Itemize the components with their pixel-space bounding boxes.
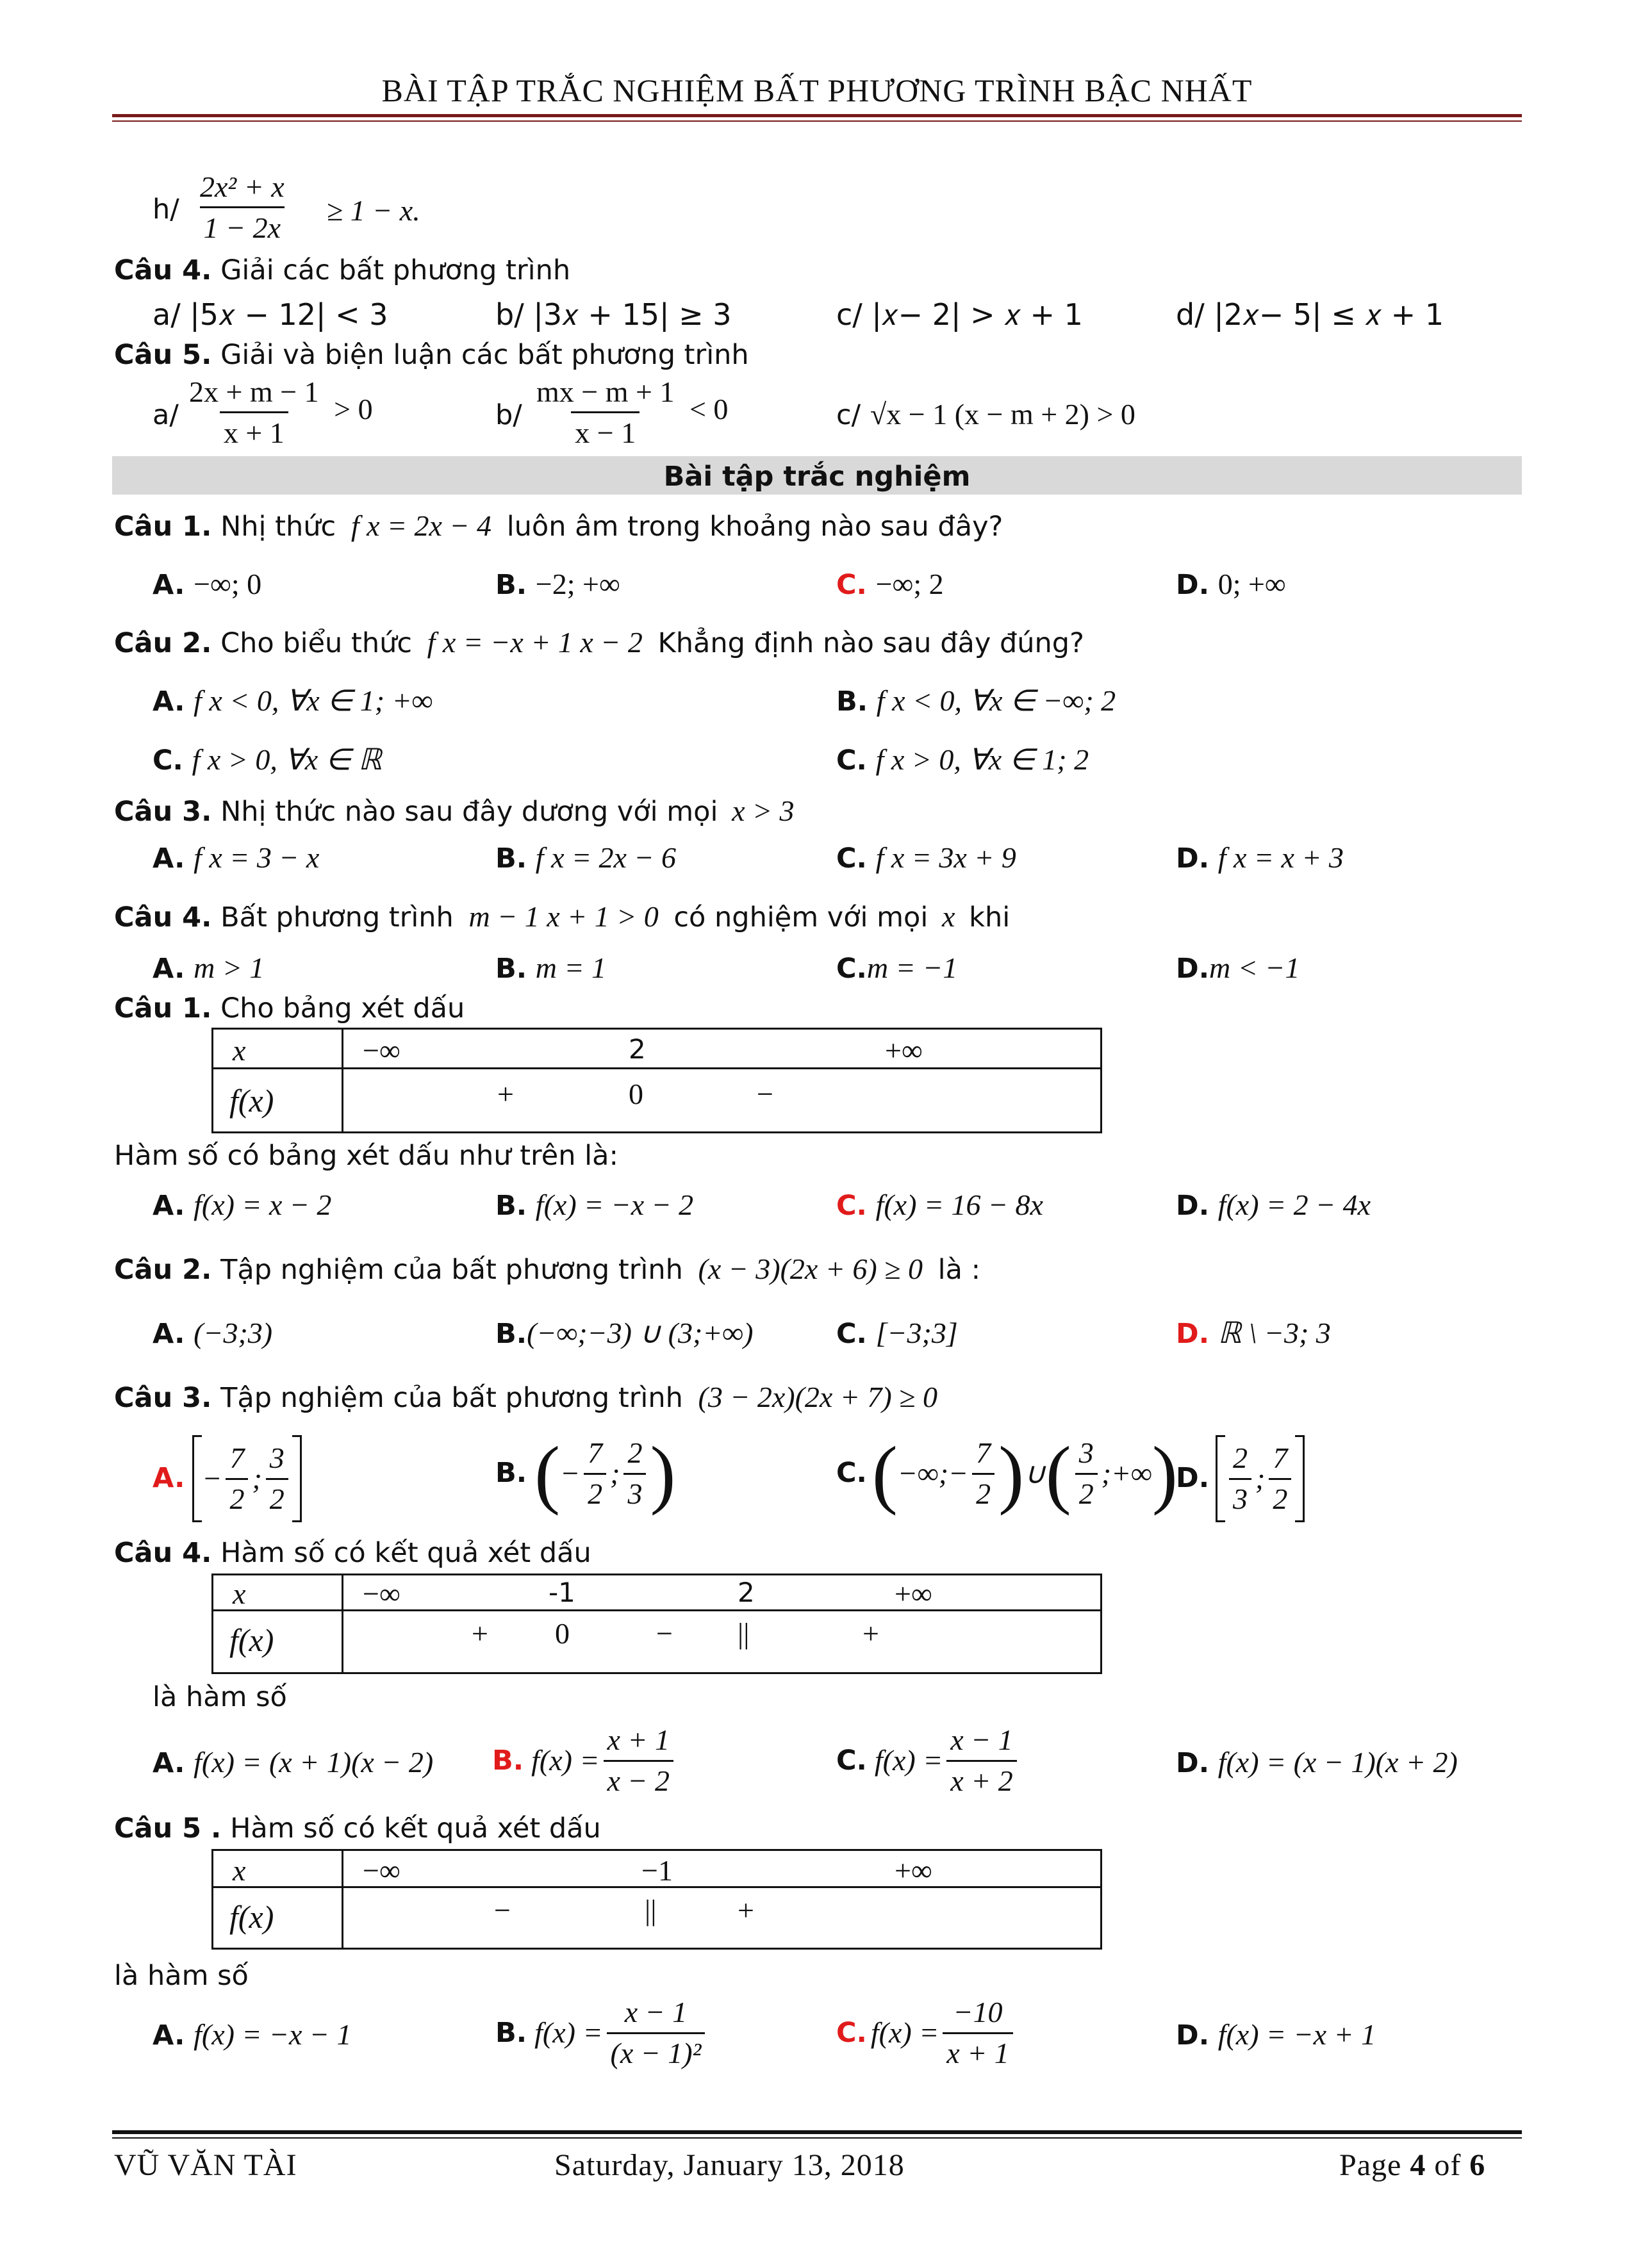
header-rule-thick [112,114,1522,117]
q4-option-d[interactable]: D.m < −1 [1176,951,1300,985]
footer-page-number: Page 4 of 6 [1339,2148,1486,2182]
q3-expr: x > 3 [732,794,795,827]
q4-label: Câu 4. [114,901,212,933]
q4-option-a[interactable]: A. m > 1 [153,951,265,985]
header-rule-thin [112,120,1522,122]
r5-option-c[interactable]: C. f(x) = $\frac{-10}{x + 1}$ [836,1996,1017,2071]
q1-stem [114,509,1003,543]
cau5-a-rhs: > 0 [334,393,373,426]
section-title: Bài tập trắc nghiệm [663,461,971,493]
q2-label: Câu 2. [114,627,212,659]
q4-post: khi [969,901,1011,933]
cau5-a-den: x + 1 [220,411,288,450]
r4-option-b[interactable]: B. f(x) = $\frac{x + 1}{x - 2}$ [492,1723,677,1798]
footer-author: VŨ VĂN TÀI [114,2148,297,2182]
q1-option-c[interactable]: C. −∞; 2 [836,568,944,601]
r4-option-c[interactable]: C. f(x) = $\frac{x - 1}{x + 2}$ [836,1723,1021,1798]
r3-option-b[interactable]: B. ( − $\frac{7}{2}$ ; $\frac{2}{3}$ ) [495,1431,676,1516]
cau5-b-den: x − 1 [571,411,640,450]
r1-after: Hàm số có bảng xét dấu như trên là: [114,1140,618,1172]
cau5-a-fraction [181,375,373,450]
q3-option-b[interactable]: B. f x = 2x − 6 [495,841,676,875]
exercise-h-prefix: h/ [153,193,179,226]
r3-stem: Câu 3. Tập nghiệm của bất phương trình (3 − 2x)(2x + 7) ≥ 0 [114,1381,937,1414]
r5-sign-table: x −∞ −1 +∞ f(x) − || + [211,1849,1102,1950]
exercise-h-rhs: ≥ 1 − x. [327,194,420,227]
r4-sign-table: x −∞ -1 2 +∞ f(x) + 0 − || + [211,1574,1102,1674]
cau4-text: Giải các bất phương trình [220,254,571,286]
r5-option-d[interactable]: D. f(x) = −x + 1 [1176,2018,1376,2051]
q2-option-c[interactable]: C. f x > 0, ∀x ∈ ℝ [153,743,382,777]
q4-pre: Bất phương trình [220,901,454,933]
exercise-h-denominator: 1 − 2x [200,206,285,245]
q3-option-d[interactable]: D. f x = x + 3 [1176,841,1344,875]
cau5-heading [114,340,749,371]
q2-option-d[interactable]: C. f x > 0, ∀x ∈ 1; 2 [836,743,1089,777]
q4-option-b[interactable]: B. m = 1 [495,951,607,985]
q2-option-b[interactable]: B. f x < 0, ∀x ∈ −∞; 2 [836,684,1116,718]
r4-after: là hàm số [153,1681,287,1713]
r4-option-a[interactable]: A. f(x) = (x + 1)(x − 2) [153,1746,434,1779]
footer-rule-thin [112,2137,1522,2139]
r1-option-a[interactable]: A. f(x) = x − 2 [153,1188,332,1222]
q1-label: Câu 1. [114,511,212,543]
r1-option-c[interactable]: C. f(x) = 16 − 8x [836,1188,1043,1222]
q2-post: Khẳng định nào sau đây đúng? [657,627,1084,659]
cau4-item-d: d/ |2𝑥− 5| ≤ 𝑥 + 1 [1176,297,1444,332]
r1-sign-table: x −∞ 2 +∞ f(x) + 0 − [211,1028,1102,1133]
r3-option-a[interactable]: A. − $\frac{7}{2}$ ; $\frac{3}{2}$ [153,1435,302,1522]
exercise-h-fraction [192,170,292,245]
q4-option-c[interactable]: C.m = −1 [836,951,958,985]
cau5-b-rhs: < 0 [689,393,729,426]
cau4-heading [114,255,570,286]
q3-option-c[interactable]: C. f x = 3x + 9 [836,841,1016,875]
r1-option-d[interactable]: D. f(x) = 2 − 4x [1176,1188,1371,1222]
r4-option-d[interactable]: D. f(x) = (x − 1)(x + 2) [1176,1746,1458,1779]
q4-stem [114,900,1010,934]
q1-option-a[interactable]: A. −∞; 0 [153,568,262,601]
r3-option-c[interactable]: C. ( −∞; − $\frac{7}{2}$ ) ∪ ( $\frac{3}{2}$ ;+∞ ) [836,1431,1178,1516]
q1-option-b[interactable]: B. −2; +∞ [495,568,620,601]
q1-expr: f x = 2x − 4 [351,509,492,542]
r5-stem: Câu 5 . Hàm số có kết quả xét dấu [114,1812,601,1845]
q3-pre: Nhị thức nào sau đây dương với mọi [220,796,718,828]
q3-label: Câu 3. [114,796,212,828]
exercise-h-numerator: 2x² + x [200,170,285,203]
r1-stem: Câu 1. Cho bảng xét dấu [114,992,465,1024]
cau5-b-fraction [529,375,728,450]
q2-pre: Cho biểu thức [220,627,412,659]
footer-rule-thick [112,2130,1522,2134]
q2-option-a[interactable]: A. f x < 0, ∀x ∈ 1; +∞ [153,684,433,718]
page-header-title: BÀI TẬP TRẮC NGHIỆM BẤT PHƯƠNG TRÌNH BẬC NHẤT [381,72,1253,108]
cau5-b-num: mx − m + 1 [536,375,675,408]
cau5-a-prefix: a/ [153,399,179,431]
footer-date: Saturday, January 13, 2018 [554,2148,905,2182]
q4-var: x [941,900,955,933]
r2-option-a[interactable]: A. (−3;3) [153,1317,273,1350]
cau4-label: Câu 4. [114,254,212,286]
r5-after: là hàm số [114,1960,249,1992]
r1-option-b[interactable]: B. f(x) = −x − 2 [495,1188,694,1222]
q3-stem [114,794,795,828]
q2-expr: f x = −x + 1 x − 2 [427,626,643,659]
cau4-item-c: c/ |𝑥− 2| > 𝑥 + 1 [836,297,1083,332]
q1-pre: Nhị thức [220,511,336,543]
cau5-c-prefix: c/ [836,399,861,431]
cau5-text: Giải và biện luận các bất phương trình [220,339,749,371]
q3-option-a[interactable]: A. f x = 3 − x [153,841,320,875]
r4-stem: Câu 4. Hàm số có kết quả xét dấu [114,1537,591,1569]
cau5-a-num: 2x + m − 1 [189,375,319,408]
q4-expr: m − 1 x + 1 > 0 [468,900,659,933]
r2-option-c[interactable]: C. [−3;3] [836,1317,958,1350]
r2-option-b[interactable]: B.(−∞;−3) ∪ (3;+∞) [495,1317,754,1350]
r3-option-d[interactable]: D. $\frac{2}{3}$ ; $\frac{7}{2}$ [1176,1435,1305,1522]
r2-option-d[interactable]: D. ℝ \ −3; 3 [1176,1317,1331,1350]
cau5-label: Câu 5. [114,339,212,371]
q2-stem [114,626,1084,660]
cau4-item-b: b/ |3𝑥 + 15| ≥ 3 [495,297,732,332]
q4-mid: có nghiệm với mọi [673,901,928,933]
r5-option-a[interactable]: A. f(x) = −x − 1 [153,2018,352,2051]
q1-post: luôn âm trong khoảng nào sau đây? [506,511,1003,543]
r5-option-b[interactable]: B. f(x) = $\frac{x - 1}{\text{(x − 1)²}}$ [495,1996,709,2071]
cau5-b-prefix: b/ [495,399,522,431]
cau5-c-expr: √x − 1 (x − m + 2) > 0 [870,398,1135,431]
q1-option-d[interactable]: D. 0; +∞ [1176,568,1286,601]
cau4-item-a: a/ |5𝑥 − 12| < 3 [153,297,388,332]
r2-stem: Câu 2. Tập nghiệm của bất phương trình (x − 3)(2x + 6) ≥ 0 là : [114,1253,981,1286]
